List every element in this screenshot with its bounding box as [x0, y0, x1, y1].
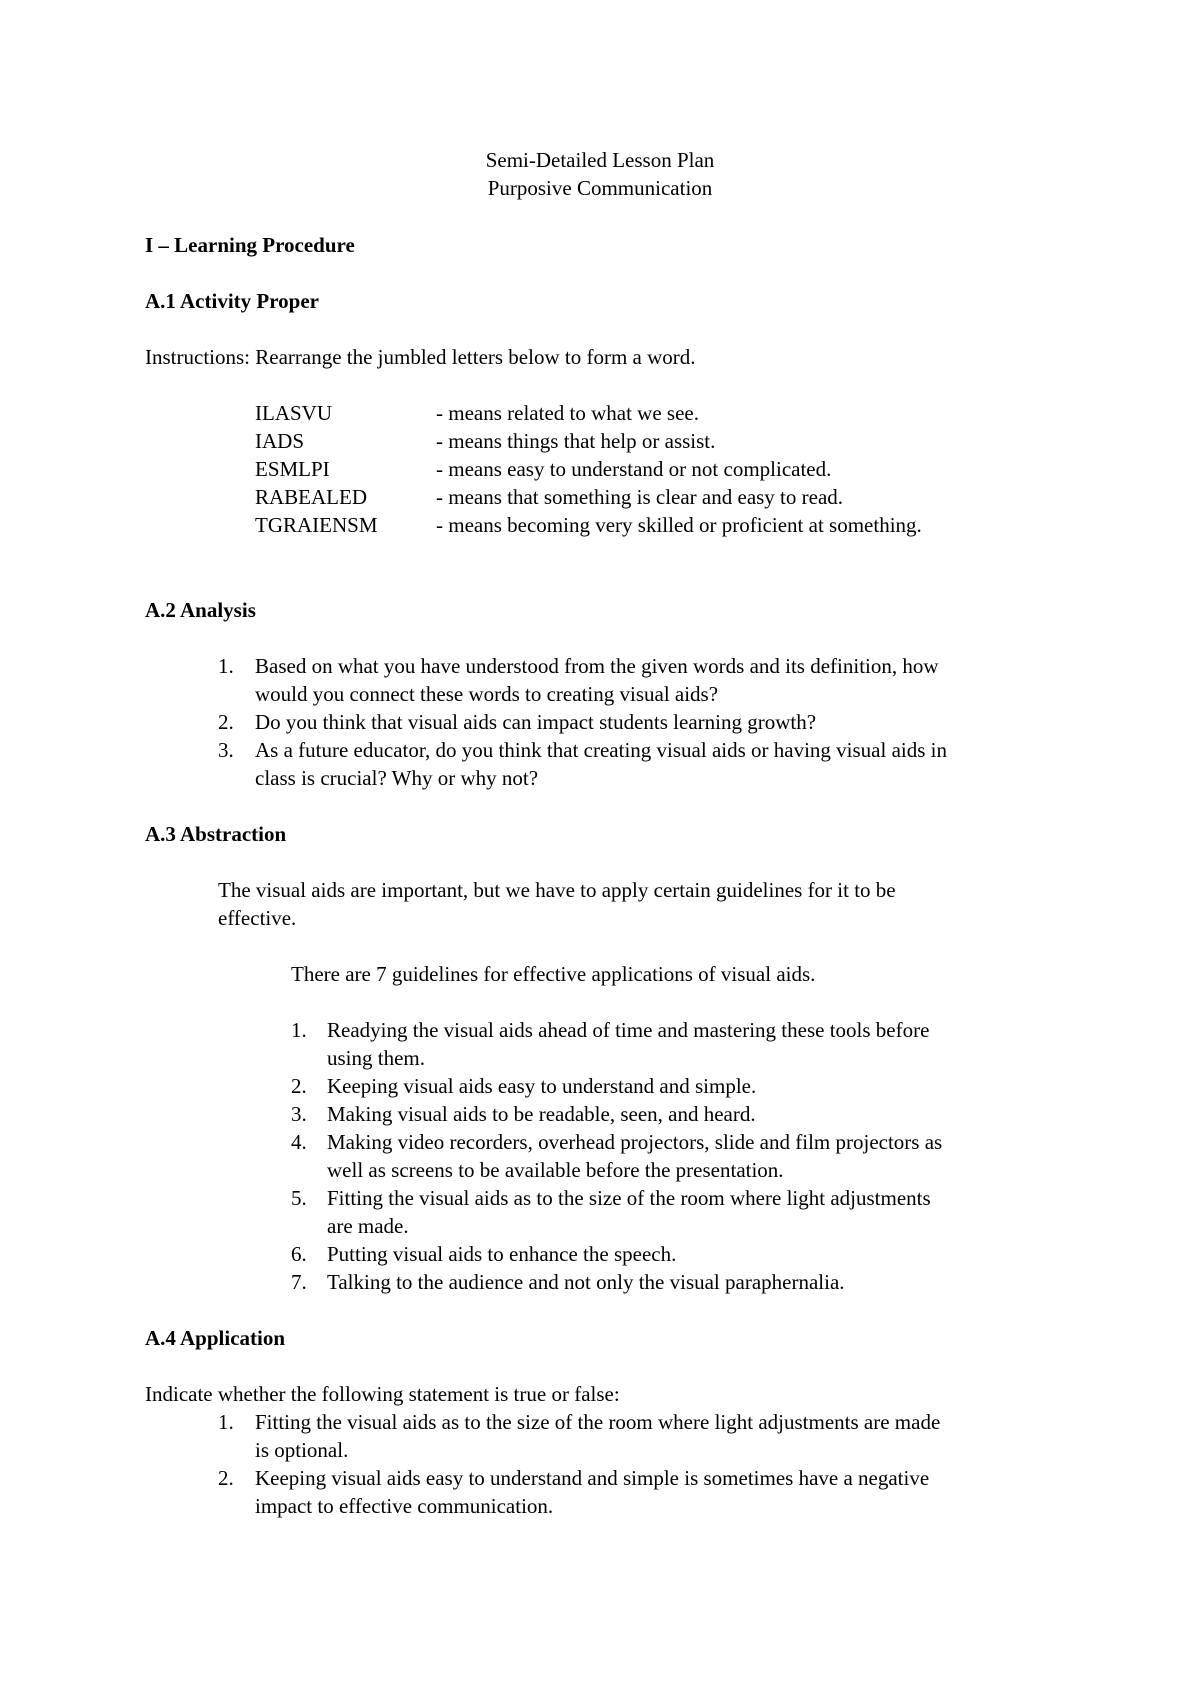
guideline-item: Keeping visual aids easy to understand and simple.	[327, 1074, 757, 1098]
list-number: 1.	[218, 1410, 234, 1434]
guideline-item: Putting visual aids to enhance the speech.	[327, 1242, 677, 1266]
guideline-item: Fitting the visual aids as to the size of the room where light adjustments	[327, 1186, 931, 1210]
document-title: Semi-Detailed Lesson Plan	[485, 148, 715, 172]
guideline-item-continued: are made.	[327, 1214, 409, 1238]
jumbled-word: ESMLPI	[255, 457, 330, 481]
analysis-question-continued: would you connect these words to creating visual aids?	[255, 682, 719, 706]
guideline-item: Making video recorders, overhead projectors, slide and film projectors as	[327, 1130, 943, 1154]
guideline-item: Making visual aids to be readable, seen, and heard.	[327, 1102, 756, 1126]
activity-instructions: Instructions: Rearrange the jumbled letters below to form a word.	[145, 345, 696, 369]
list-number: 2.	[291, 1074, 307, 1098]
list-number: 5.	[291, 1186, 307, 1210]
list-number: 2.	[218, 1466, 234, 1490]
list-number: 4.	[291, 1130, 307, 1154]
heading-analysis: A.2 Analysis	[145, 598, 256, 622]
guideline-item-continued: well as screens to be available before the presentation.	[327, 1158, 784, 1182]
jumbled-word: RABEALED	[255, 485, 367, 509]
document-subtitle: Purposive Communication	[487, 176, 713, 200]
analysis-question: Do you think that visual aids can impact students learning growth?	[255, 710, 817, 734]
list-number: 6.	[291, 1242, 307, 1266]
word-definition: - means becoming very skilled or proficient at something.	[436, 513, 922, 537]
guideline-item: Talking to the audience and not only the visual paraphernalia.	[327, 1270, 845, 1294]
list-number: 7.	[291, 1270, 307, 1294]
application-statement: Fitting the visual aids as to the size of the room where light adjustments are made	[255, 1410, 941, 1434]
guideline-item-continued: using them.	[327, 1046, 425, 1070]
word-definition: - means related to what we see.	[436, 401, 699, 425]
list-number: 1.	[218, 654, 234, 678]
list-number: 1.	[291, 1018, 307, 1042]
guidelines-intro: There are 7 guidelines for effective applications of visual aids.	[291, 962, 816, 986]
jumbled-word: ILASVU	[255, 401, 332, 425]
word-definition: - means easy to understand or not complicated.	[436, 457, 832, 481]
heading-activity-proper: A.1 Activity Proper	[145, 289, 319, 313]
list-number: 2.	[218, 710, 234, 734]
application-statement: Keeping visual aids easy to understand and simple is sometimes have a negative	[255, 1466, 930, 1490]
guideline-item: Readying the visual aids ahead of time and mastering these tools before	[327, 1018, 930, 1042]
heading-application: A.4 Application	[145, 1326, 286, 1350]
application-statement-continued: impact to effective communication.	[255, 1494, 554, 1518]
abstraction-intro: The visual aids are important, but we have to apply certain guidelines for it to be	[218, 878, 896, 902]
section-heading-learning-procedure: I – Learning Procedure	[145, 233, 355, 257]
list-number: 3.	[291, 1102, 307, 1126]
abstraction-intro-continued: effective.	[218, 906, 297, 930]
analysis-question-continued: class is crucial? Why or why not?	[255, 766, 539, 790]
jumbled-word: IADS	[255, 429, 305, 453]
heading-abstraction: A.3 Abstraction	[145, 822, 287, 846]
word-definition: - means things that help or assist.	[436, 429, 716, 453]
application-instructions: Indicate whether the following statement is true or false:	[145, 1382, 620, 1406]
jumbled-word: TGRAIENSM	[255, 513, 378, 537]
application-statement-continued: is optional.	[255, 1438, 349, 1462]
analysis-question: Based on what you have understood from the given words and its definition, how	[255, 654, 939, 678]
analysis-question: As a future educator, do you think that creating visual aids or having visual aids in	[255, 738, 947, 762]
word-definition: - means that something is clear and easy to read.	[436, 485, 844, 509]
list-number: 3.	[218, 738, 234, 762]
